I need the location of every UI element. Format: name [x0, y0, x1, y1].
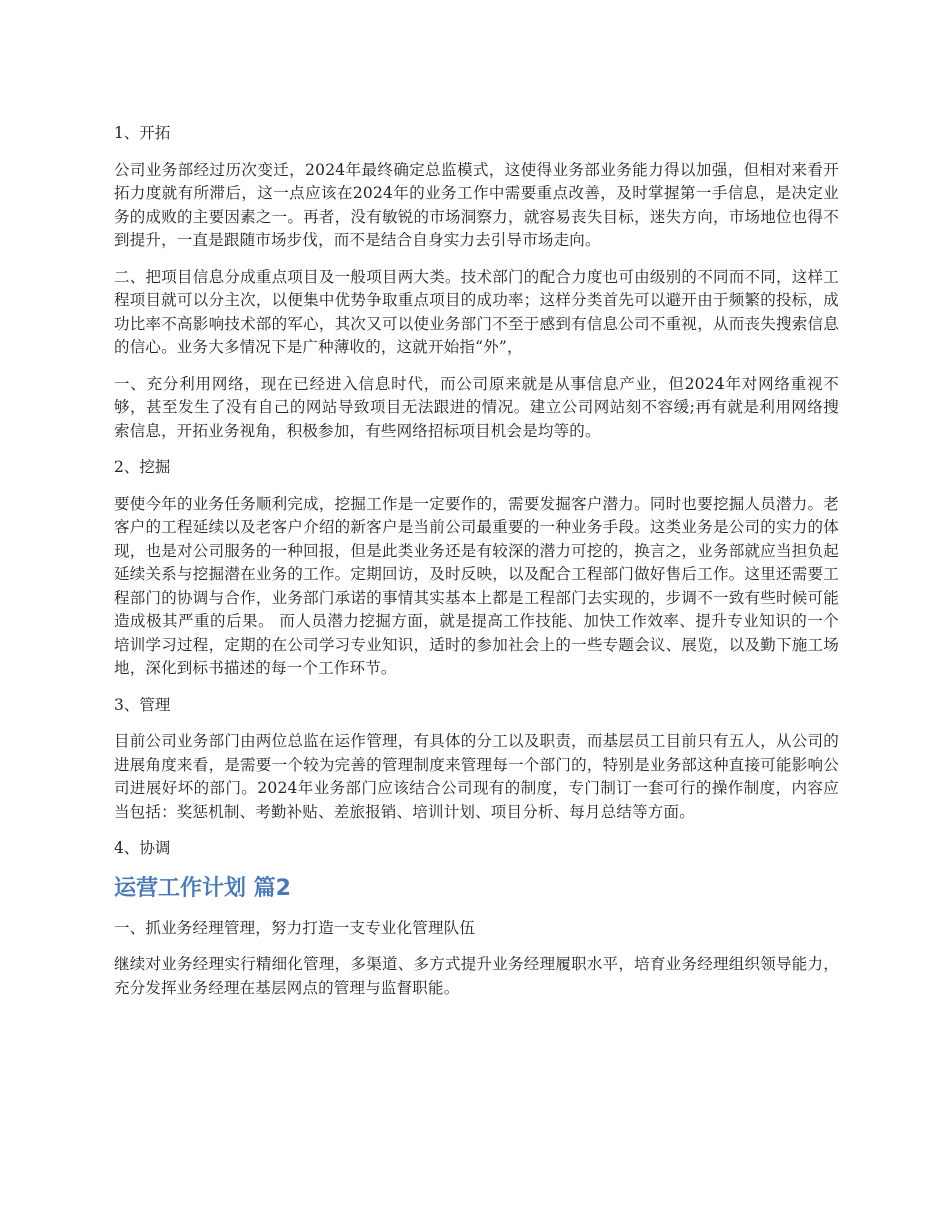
paragraph-6: 一、抓业务经理管理，努力打造一支专业化管理队伍: [114, 918, 476, 937]
heading-3: 3、管理: [114, 695, 171, 714]
paragraph-1: 公司业务部经过历次变迁，2024年最终确定总监模式，这使得业务部业务能力得以加强，但相对来看开拓力度就有所滞后，这一点应该在2024年的业务工作中需要重点改善，及时掌握第一手信息，是决定业务的成败的主要因素之一。再者，没有敏锐的市场洞察力，就容易丧失目标，迷失方向，市场地位也得不到提升，一直是跟随市场步伐，而不是结合自身实力去引导市场走向。: [114, 160, 839, 249]
paragraph-2: 二、把项目信息分成重点项目及一般项目两大类。技术部门的配合力度也可由级别的不同而不同，这样工程项目就可以分主次，以便集中优势争取重点项目的成功率；这样分类首先可以避开由于频繁的投标，成功比率不高影响技术部的军心，其次又可以使业务部门不至于感到有信息公司不重视，从而丧失搜索信息的信心。业务大多情况下是广种薄收的，这就开始指“外”，: [114, 267, 839, 356]
document-body: [114, 122, 839, 1000]
heading-2: 2、挖掘: [114, 458, 171, 476]
heading-1: 1、开拓: [114, 124, 171, 142]
heading-4: 4、协调: [114, 839, 171, 857]
paragraph-4: 要使今年的业务任务顺利完成，挖掘工作是一定要作的，需要发掘客户潜力。同时也要挖掘人员潜力。老客户的工程延续以及老客户介绍的新客户是当前公司最重要的一种业务手段。这类业务是公司的实力的体现，也是对公司服务的一种回报，但是此类业务还是有较深的潜力可挖的，换言之，业务部就应当担负起延续关系与挖掘潜在业务的工作。定期回访，及时反映，以及配合工程部门做好售后工作。这里还需要工程部门的协调与合作，业务部门承诺的事情其实基本上都是工程部门去实现的，步调不一致有些时候可能造成极其严重的后果。 而人员潜力挖掘方面，就是提高工作技能、加快工作效率、提升专业知识的一个培训学习过程，定期的在公司学习专业知识，适时的参加社会上的一些专题会议、展览，以及勤下施工场地，深化到标书描述的每一个工作环节。: [114, 494, 839, 677]
section-title: 运营工作计划 篇2: [114, 875, 291, 901]
paragraph-3: 一、充分利用网络，现在已经进入信息时代，而公司原来就是从事信息产业，但2024年对网络重视不够，甚至发生了没有自己的网站导致项目无法跟进的情况。建立公司网站刻不容缓;再有就是利用网络搜索信息，开拓业务视角，积极参加，有些网络招标项目机会是均等的。: [114, 374, 839, 440]
paragraph-5: 目前公司业务部门由两位总监在运作管理，有具体的分工以及职责，而基层员工目前只有五人，从公司的进展角度来看，是需要一个较为完善的管理制度来管理每一个部门的，特别是业务部这种直接可能影响公司进展好坏的部门。2024年业务部门应该结合公司现有的制度，专门制订一套可行的操作制度，内容应当包括：奖惩机制、考勤补贴、差旅报销、培训计划、项目分析、每月总结等方面。: [114, 732, 839, 821]
paragraph-7: 继续对业务经理实行精细化管理，多渠道、多方式提升业务经理履职水平，培育业务经理组织领导能力，充分发挥业务经理在基层网点的管理与监督职能。: [114, 955, 839, 997]
